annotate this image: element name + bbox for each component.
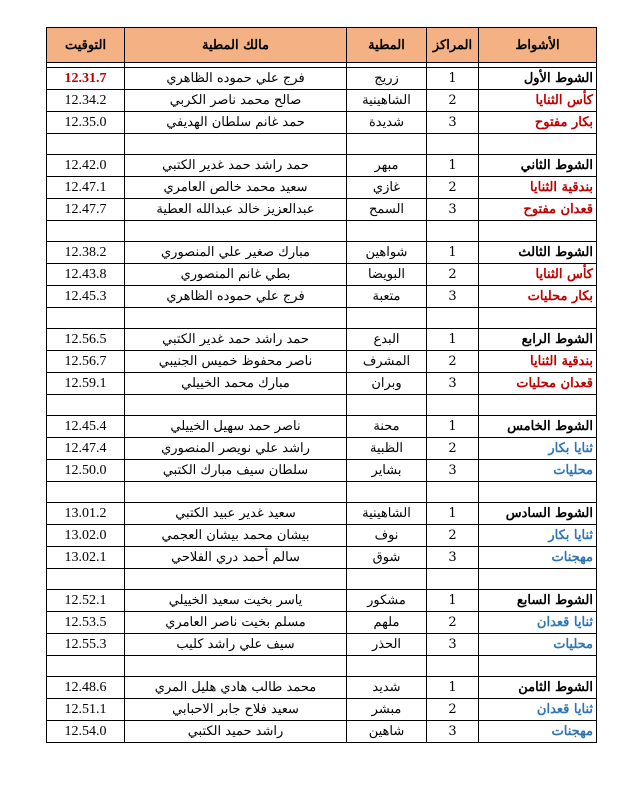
spacer-cell bbox=[479, 221, 597, 242]
spacer-cell bbox=[47, 482, 125, 503]
heat-category: ثنايا بكار bbox=[479, 525, 597, 547]
time-cell: 12.48.6 bbox=[47, 677, 125, 699]
spacer-cell bbox=[427, 395, 479, 416]
spacer-row bbox=[47, 308, 597, 329]
time-cell: 12.55.3 bbox=[47, 634, 125, 656]
rank-cell: 2 bbox=[427, 525, 479, 547]
time-cell: 12.47.4 bbox=[47, 438, 125, 460]
camel-name-cell: الشاهينية bbox=[347, 90, 427, 112]
camel-name-cell: الشاهينية bbox=[347, 503, 427, 525]
spacer-cell bbox=[47, 308, 125, 329]
camel-name-cell: مبشر bbox=[347, 699, 427, 721]
owner-name-cell: راشد حميد الكتبي bbox=[125, 721, 347, 743]
header-row bbox=[47, 28, 597, 63]
rank-cell: 1 bbox=[427, 503, 479, 525]
rank-cell: 2 bbox=[427, 612, 479, 634]
rank-cell: 3 bbox=[427, 721, 479, 743]
camel-name-cell: بشاير bbox=[347, 460, 427, 482]
rank-cell: 3 bbox=[427, 373, 479, 395]
time-cell: 12.45.3 bbox=[47, 286, 125, 308]
table-row bbox=[47, 699, 597, 721]
table-row bbox=[47, 416, 597, 438]
table-row bbox=[47, 525, 597, 547]
table-row bbox=[47, 90, 597, 112]
owner-name-cell: سالم أحمد دري الفلاحي bbox=[125, 547, 347, 569]
camel-name-cell: مشكور bbox=[347, 590, 427, 612]
spacer-cell bbox=[427, 656, 479, 677]
spacer-row bbox=[47, 569, 597, 590]
spacer-cell bbox=[125, 221, 347, 242]
rank-cell: 1 bbox=[427, 416, 479, 438]
heat-category: قعدان مفتوح bbox=[479, 199, 597, 221]
rank-cell: 1 bbox=[427, 68, 479, 90]
spacer-cell bbox=[479, 134, 597, 155]
owner-name-cell: بطي غانم المنصوري bbox=[125, 264, 347, 286]
spacer-cell bbox=[47, 656, 125, 677]
owner-name-cell: حمد غانم سلطان الهديفي bbox=[125, 112, 347, 134]
table-row bbox=[47, 721, 597, 743]
header-rank: المراكز bbox=[427, 28, 479, 63]
camel-name-cell: زريج bbox=[347, 68, 427, 90]
spacer-cell bbox=[347, 482, 427, 503]
spacer-cell bbox=[47, 569, 125, 590]
camel-name-cell: محنة bbox=[347, 416, 427, 438]
camel-name-cell: الحذر bbox=[347, 634, 427, 656]
spacer-cell bbox=[427, 308, 479, 329]
time-cell: 12.38.2 bbox=[47, 242, 125, 264]
rank-cell: 3 bbox=[427, 547, 479, 569]
time-cell: 12.34.2 bbox=[47, 90, 125, 112]
rank-cell: 2 bbox=[427, 438, 479, 460]
heat-name: الشوط الرابع bbox=[479, 329, 597, 351]
owner-name-cell: مبارك محمد الخييلي bbox=[125, 373, 347, 395]
owner-name-cell: فرج علي حموده الظاهري bbox=[125, 286, 347, 308]
spacer-cell bbox=[125, 134, 347, 155]
camel-name-cell: متعبة bbox=[347, 286, 427, 308]
table-header bbox=[47, 28, 597, 63]
owner-name-cell: سيف علي راشد كليب bbox=[125, 634, 347, 656]
time-cell: 12.54.0 bbox=[47, 721, 125, 743]
spacer-row bbox=[47, 656, 597, 677]
owner-name-cell: سعيد فلاح جابر الاحبابي bbox=[125, 699, 347, 721]
owner-name-cell: حمد راشد حمد غدير الكتبي bbox=[125, 155, 347, 177]
heat-name: الشوط الثاني bbox=[479, 155, 597, 177]
table-row bbox=[47, 242, 597, 264]
spacer-cell bbox=[479, 569, 597, 590]
rank-cell: 2 bbox=[427, 351, 479, 373]
heat-name: الشوط الثامن bbox=[479, 677, 597, 699]
spacer-cell bbox=[125, 569, 347, 590]
camel-name-cell: البدع bbox=[347, 329, 427, 351]
owner-name-cell: فرج علي حموده الظاهري bbox=[125, 68, 347, 90]
owner-name-cell: ناصر حمد سهيل الخييلي bbox=[125, 416, 347, 438]
heat-category: محليات bbox=[479, 634, 597, 656]
race-results-table bbox=[46, 27, 597, 743]
time-cell: 13.02.1 bbox=[47, 547, 125, 569]
rank-cell: 1 bbox=[427, 155, 479, 177]
table-row bbox=[47, 264, 597, 286]
rank-cell: 3 bbox=[427, 460, 479, 482]
rank-cell: 3 bbox=[427, 286, 479, 308]
time-cell: 12.51.1 bbox=[47, 699, 125, 721]
heat-name: الشوط الخامس bbox=[479, 416, 597, 438]
heat-category: محليات bbox=[479, 460, 597, 482]
heat-category: بندقية الثنايا bbox=[479, 351, 597, 373]
spacer-cell bbox=[347, 569, 427, 590]
time-cell: 12.47.7 bbox=[47, 199, 125, 221]
camel-name-cell: ملهم bbox=[347, 612, 427, 634]
heat-name: الشوط الثالث bbox=[479, 242, 597, 264]
spacer-cell bbox=[47, 221, 125, 242]
time-cell: 12.42.0 bbox=[47, 155, 125, 177]
spacer-cell bbox=[427, 569, 479, 590]
time-cell: 12.56.7 bbox=[47, 351, 125, 373]
header-time: التوقيت bbox=[47, 28, 125, 63]
heat-name: الشوط الأول bbox=[479, 68, 597, 90]
table-row bbox=[47, 438, 597, 460]
time-cell: 13.01.2 bbox=[47, 503, 125, 525]
time-cell: 12.47.1 bbox=[47, 177, 125, 199]
time-cell: 12.53.5 bbox=[47, 612, 125, 634]
owner-name-cell: بيشان محمد بيشان العجمي bbox=[125, 525, 347, 547]
time-cell: 13.02.0 bbox=[47, 525, 125, 547]
spacer-cell bbox=[347, 656, 427, 677]
results-table-container bbox=[46, 27, 597, 743]
owner-name-cell: مبارك صغير علي المنصوري bbox=[125, 242, 347, 264]
owner-name-cell: سعيد غدير عبيد الكتبي bbox=[125, 503, 347, 525]
table-row bbox=[47, 177, 597, 199]
header-owner: مالك المطية bbox=[125, 28, 347, 63]
owner-name-cell: عبدالعزيز خالد عبدالله العطية bbox=[125, 199, 347, 221]
rank-cell: 3 bbox=[427, 199, 479, 221]
camel-name-cell: شواهين bbox=[347, 242, 427, 264]
camel-name-cell: نوف bbox=[347, 525, 427, 547]
spacer-cell bbox=[47, 395, 125, 416]
spacer-cell bbox=[427, 221, 479, 242]
rank-cell: 1 bbox=[427, 590, 479, 612]
owner-name-cell: مسلم بخيت ناصر العامري bbox=[125, 612, 347, 634]
heat-category: بكار محليات bbox=[479, 286, 597, 308]
table-row bbox=[47, 612, 597, 634]
owner-name-cell: محمد طالب هادي هليل المري bbox=[125, 677, 347, 699]
header-heat: الأشواط bbox=[479, 28, 597, 63]
owner-name-cell: صالح محمد ناصر الكربي bbox=[125, 90, 347, 112]
spacer-cell bbox=[347, 308, 427, 329]
heat-category: ثنايا قعدان bbox=[479, 612, 597, 634]
spacer-cell bbox=[47, 134, 125, 155]
table-row bbox=[47, 590, 597, 612]
spacer-cell bbox=[347, 395, 427, 416]
camel-name-cell: مبهر bbox=[347, 155, 427, 177]
spacer-cell bbox=[125, 308, 347, 329]
time-cell: 12.52.1 bbox=[47, 590, 125, 612]
heat-category: ثنايا قعدان bbox=[479, 699, 597, 721]
heat-name: الشوط السادس bbox=[479, 503, 597, 525]
camel-name-cell: شاهين bbox=[347, 721, 427, 743]
spacer-cell bbox=[427, 134, 479, 155]
rank-cell: 2 bbox=[427, 699, 479, 721]
camel-name-cell: السمح bbox=[347, 199, 427, 221]
heat-category: بكار مفتوح bbox=[479, 112, 597, 134]
rank-cell: 1 bbox=[427, 677, 479, 699]
time-cell: 12.59.1 bbox=[47, 373, 125, 395]
time-cell: 12.56.5 bbox=[47, 329, 125, 351]
spacer-cell bbox=[125, 482, 347, 503]
spacer-row bbox=[47, 395, 597, 416]
table-row bbox=[47, 503, 597, 525]
spacer-cell bbox=[479, 482, 597, 503]
table-row bbox=[47, 677, 597, 699]
table-row bbox=[47, 547, 597, 569]
spacer-row bbox=[47, 482, 597, 503]
time-cell: 12.35.0 bbox=[47, 112, 125, 134]
camel-name-cell: البويضا bbox=[347, 264, 427, 286]
spacer-row bbox=[47, 221, 597, 242]
table-row bbox=[47, 68, 597, 90]
rank-cell: 1 bbox=[427, 242, 479, 264]
time-cell: 12.45.4 bbox=[47, 416, 125, 438]
rank-cell: 2 bbox=[427, 90, 479, 112]
spacer-cell bbox=[347, 221, 427, 242]
table-body bbox=[47, 63, 597, 743]
time-cell: 12.50.0 bbox=[47, 460, 125, 482]
owner-name-cell: سلطان سيف مبارك الكتبي bbox=[125, 460, 347, 482]
rank-cell: 2 bbox=[427, 177, 479, 199]
rank-cell: 2 bbox=[427, 264, 479, 286]
rank-cell: 3 bbox=[427, 112, 479, 134]
table-row bbox=[47, 373, 597, 395]
table-row bbox=[47, 634, 597, 656]
spacer-cell bbox=[479, 308, 597, 329]
camel-name-cell: شديدة bbox=[347, 112, 427, 134]
heat-category: مهجنات bbox=[479, 547, 597, 569]
heat-category: بندقية الثنايا bbox=[479, 177, 597, 199]
table-row bbox=[47, 286, 597, 308]
table-row bbox=[47, 329, 597, 351]
owner-name-cell: راشد علي نويصر المنصوري bbox=[125, 438, 347, 460]
owner-name-cell: حمد راشد حمد غدير الكتبي bbox=[125, 329, 347, 351]
camel-name-cell: شديد bbox=[347, 677, 427, 699]
rank-cell: 1 bbox=[427, 329, 479, 351]
heat-name: الشوط السابع bbox=[479, 590, 597, 612]
rank-cell: 3 bbox=[427, 634, 479, 656]
time-cell: 12.31.7 bbox=[47, 68, 125, 90]
spacer-cell bbox=[427, 482, 479, 503]
spacer-cell bbox=[347, 134, 427, 155]
owner-name-cell: ياسر بخيت سعيد الخييلي bbox=[125, 590, 347, 612]
spacer-row bbox=[47, 134, 597, 155]
heat-category: ثنايا بكار bbox=[479, 438, 597, 460]
owner-name-cell: ناصر محفوظ خميس الجنيبي bbox=[125, 351, 347, 373]
time-cell: 12.43.8 bbox=[47, 264, 125, 286]
heat-category: كأس الثنايا bbox=[479, 264, 597, 286]
heat-category: مهجنات bbox=[479, 721, 597, 743]
heat-category: كأس الثنايا bbox=[479, 90, 597, 112]
spacer-cell bbox=[479, 656, 597, 677]
table-row bbox=[47, 112, 597, 134]
camel-name-cell: المشرف bbox=[347, 351, 427, 373]
table-row bbox=[47, 460, 597, 482]
spacer-cell bbox=[479, 395, 597, 416]
spacer-cell bbox=[125, 656, 347, 677]
table-row bbox=[47, 199, 597, 221]
heat-category: قعدان محليات bbox=[479, 373, 597, 395]
table-row bbox=[47, 155, 597, 177]
camel-name-cell: وبران bbox=[347, 373, 427, 395]
camel-name-cell: الظبية bbox=[347, 438, 427, 460]
spacer-cell bbox=[125, 395, 347, 416]
camel-name-cell: شوق bbox=[347, 547, 427, 569]
owner-name-cell: سعيد محمد خالص العامري bbox=[125, 177, 347, 199]
camel-name-cell: غازي bbox=[347, 177, 427, 199]
header-camel: المطية bbox=[347, 28, 427, 63]
table-row bbox=[47, 351, 597, 373]
